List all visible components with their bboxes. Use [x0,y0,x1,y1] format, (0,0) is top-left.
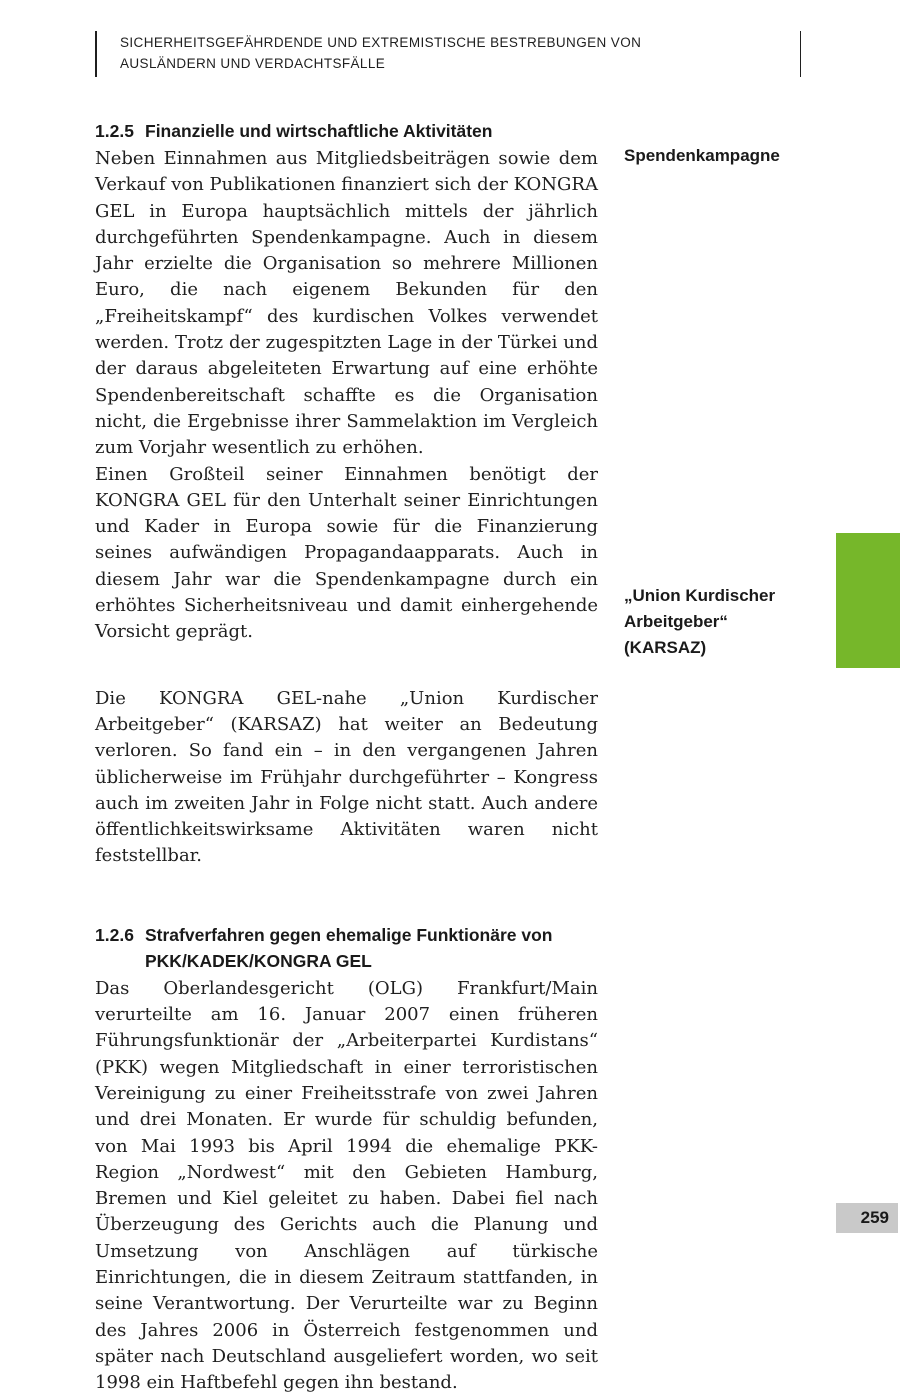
body-paragraph-finances-1: Neben Einnahmen aus Mitgliedsbeiträgen sowie dem Verkauf von Publikationen finanziert sich der KONGRA GEL in Europa hauptsächlich mittels der jährlich durchgeführten Spendenkampagne. Auch in diesem Jahr erzielte die Organisation so mehrere Millionen Euro, die nach eigenem Bekunden für den „Freiheitskampf“ des kurdischen Volkes verwendet werden. Trotz der zugespitzten Lage in der Türkei und der daraus abgeleiteten Erwartung auf eine erhöhte Spendenbereitschaft schaffte es die Organisation nicht, die Ergebnisse ihrer Sammelaktion im Vergleich zum Vorjahr wesentlich zu erhöhen. [95,148,598,459]
section-title: Finanzielle und wirtschaftliche Aktivitäten [145,121,493,141]
green-accent-bar [836,533,900,668]
section-heading-1-2-6 [95,922,598,974]
section-title-line1: Strafverfahren gegen ehemalige Funktionäre von [145,924,553,945]
running-header-line2: AUSLÄNDERN UND VERDACHTSFÄLLE [120,56,386,71]
running-header [120,32,780,74]
page-number-badge: 259 [836,1203,898,1233]
section-number: 1.2.6 [95,924,134,945]
margin-note-karsaz-line2: Arbeitgeber“ [624,612,728,631]
body-paragraph-trial: Das Oberlandesgericht (OLG) Frankfurt/Main verurteilte am 16. Januar 2007 einen früheren Führungsfunktionär der „Arbeiterpartei Kurdistans“ (PKK) wegen Mitgliedschaft in einer terroristischen Vereinigung zu einer Freiheitsstrafe von zwei Jahren und drei Monaten. Er wurde für schuldig befunden, von Mai 1993 bis April 1994 die ehemalige PKK-Region „Nordwest“ mit den Gebieten Hamburg, Bremen und Kiel geleitet zu haben. Dabei fiel nach Überzeugung des Gerichts auch die Planung und Umsetzung von Anschlägen auf türkische Einrichtungen, die in diesem Zeitraum stattfanden, in seine Verantwortung. Der Verurteilte war zu Beginn des Jahres 2006 in Österreich festgenommen und später nach Deutschland ausgeliefert worden, wo seit 1998 ein Haftbefehl gegen ihn bestand. [95,977,598,1394]
section-title [145,922,598,974]
margin-note-karsaz [624,583,810,661]
body-paragraph-karsaz: Die KONGRA GEL-nahe „Union Kurdischer Arbeitgeber“ (KARSAZ) hat weiter an Bedeutung verloren. So fand ein – in den vergangenen Jahren üblicherweise im Frühjahr durchgeführter – Kongress auch im zweiten Jahr in Folge nicht statt. Auch andere öffentlichkeitswirksame Aktivitäten waren nicht feststellbar. [95,687,598,867]
section-title-line2: PKK/KADEK/KONGRA GEL [145,950,372,971]
section-number: 1.2.5 [95,121,134,141]
running-header-line1: SICHERHEITSGEFÄHRDENDE UND EXTREMISTISCHE BESTREBUNGEN VON [120,35,642,50]
margin-note-karsaz-line1: „Union Kurdischer [624,586,776,605]
margin-note-spendenkampagne: Spendenkampagne [624,146,780,165]
section-heading-1-2-5 [95,118,598,144]
margin-note-karsaz-line3: (KARSAZ) [624,638,707,657]
header-rule-right [800,31,801,77]
body-paragraph-finances-2: Einen Großteil seiner Einnahmen benötigt der KONGRA GEL für den Unterhalt seiner Einrichtungen und Kader in Europa sowie für die Finanzierung seines aufwändigen Propagandaapparats. Auch in diesem Jahr war die Spendenkampagne durch ein erhöhtes Sicherheitsniveau und damit einhergehende Vorsicht geprägt. [95,463,598,643]
main-text-column [95,118,598,1396]
header-rule-left [95,31,97,77]
